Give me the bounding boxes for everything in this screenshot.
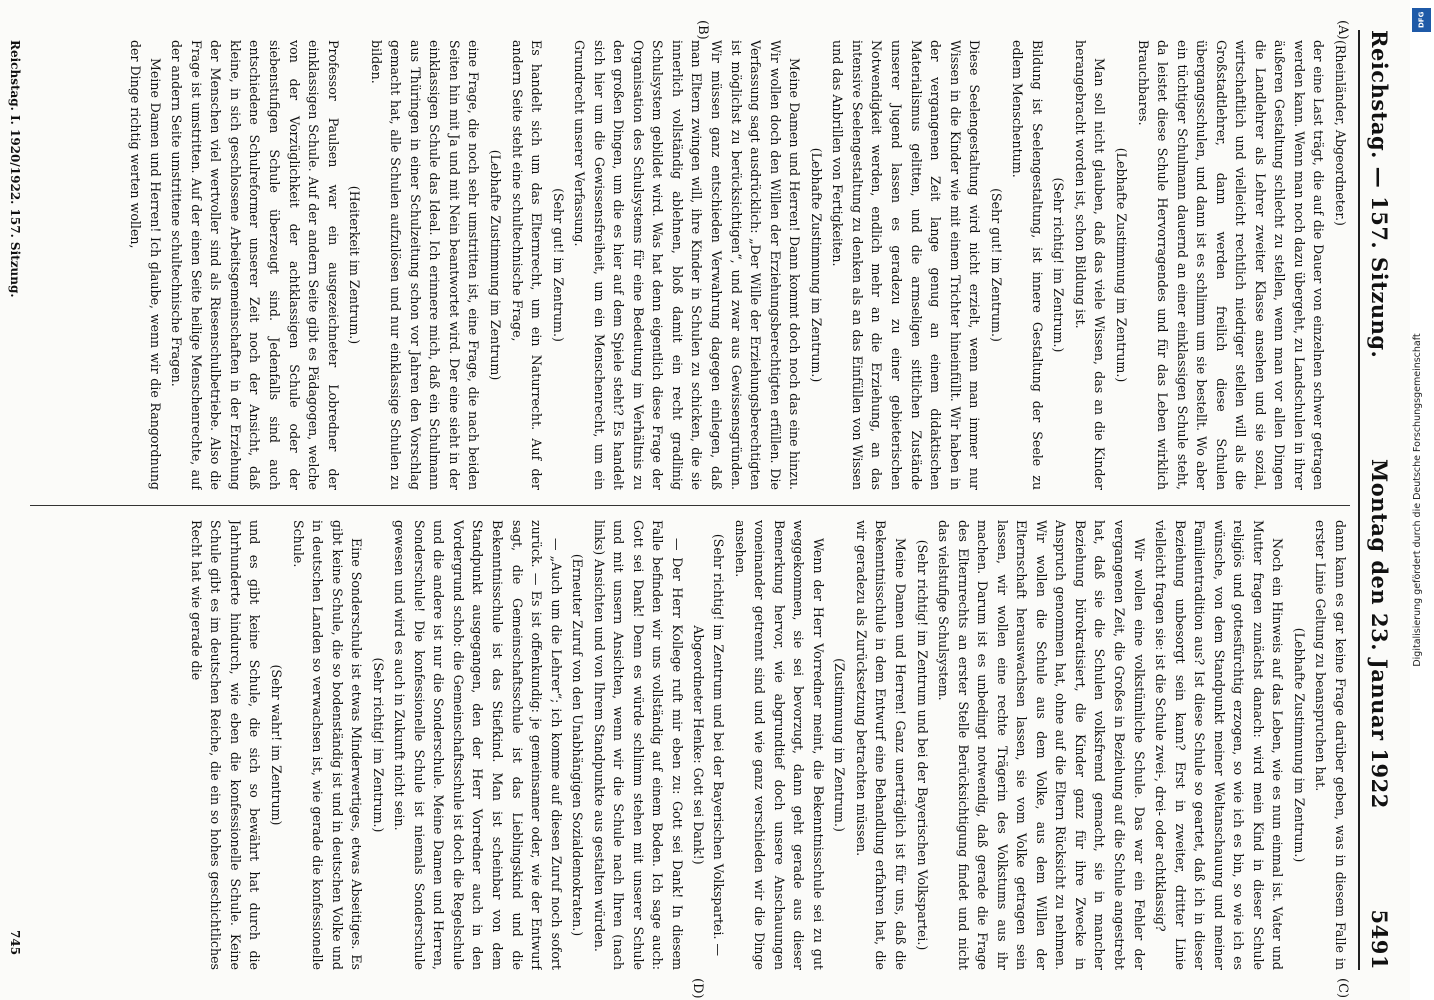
interjection: (Sehr richtig! im Zentrum und bei der Bayerischen Volkspartei. — Abgeordneter Henke: Gott sei Dank!)	[691, 533, 727, 957]
column-divider	[30, 505, 1350, 506]
header-left: Reichstag. — 157. Sitzung.	[1367, 30, 1393, 359]
paragraph: (Rheinländer, Abgeordneter.)	[1333, 40, 1348, 226]
paragraph: Meine Damen und Herren! Dann kommt doch noch das eine hinzu. Wir wollen doch den Willen der Erziehungsberechtigten erfüllen. Die Verfassung sagt ausdrücklich: „Der Wille der Erziehungsberechtigten ist möglichst zu berücksichtigen“, und zwar aus Gewissensgründen. Wir müssen ganz entschieden Verwahrung dagegen einlegen, daß man Eltern zwingen will, ihre Kinder in Schulen zu schicken, die sie innerlich vollständig ablehnen, bloß damit ein recht gradlinig Schulsystem gebildet wird. Was hat denn eigentlich diese Frage der Organisation des Schulsystems für eine Bedeutung im Verhältnis zu den großen Dingen, um die es hier auf dem Spiele steht? Es handelt sich hier um die Gewissensfreiheit, um ein Menschenrecht, um ein Grundrecht unserer Verfassung.	[572, 40, 803, 490]
interjection: (Erneuter Zuruf von den Unabhängigen Sozialdemokraten.)	[570, 553, 586, 937]
interjection: (Heiterkeit im Zentrum.)	[347, 185, 363, 345]
paragraph: und es gibt keine Schule, die sich so bewährt hat durch die Jahrhunderte hindurch, wie eben die konfessionelle Schule. Keine Schule gibt es im deutschen Reiche, die ein so hohes geschichtliches Recht hat wie gerade die	[188, 520, 263, 970]
left-column	[20, 40, 1350, 490]
right-column	[20, 520, 1350, 970]
footer-left: Reichstag. I. 1920/1922. 157. Sitzung.	[8, 40, 22, 298]
paragraph: Es handelt sich um das Elternrecht, um ein Naturrecht. Auf der andern Seite steht eine schultechnische Frage,	[509, 40, 545, 490]
paragraph: Diese Seelengestaltung wird nicht erzielt, wenn man immer nur Wissen in die Kinder wie mit einem Trichter hineinfüllt. Wir haben in der vergangenen Zeit lange genug an einem didaktischen Materialismus gelitten, und die armseligen sittlichen Zustände unserer Jugend lassen es geradezu zu einer gebieterischen Notwendigkeit werden, endlich mehr an die Erziehung, an das intensive Seelengestaltung zu denken als an das Einfüllen von Wissen und das Anbrillen von Fertigkeiten.	[830, 40, 983, 490]
page-number: 5491	[1367, 909, 1393, 970]
page-header	[1358, 30, 1400, 970]
margin-marker-c: (C)	[1335, 978, 1350, 999]
paragraph: Bildung ist Seelengestaltung, ist innere Gestaltung der Seele zu edlem Menschentum.	[1010, 40, 1045, 490]
interjection: (Lebhafte Zustimmung im Zentrum)	[488, 149, 504, 381]
paragraph: Man soll nicht glauben, daß das viele Wissen, das an die Kinder herangebracht worden ist, schon Bildung ist.	[1072, 40, 1108, 490]
interjection: (Lebhafte Zustimmung im Zentrum.)	[1113, 147, 1129, 383]
interjection: (Lebhafte Zustimmung im Zentrum.)	[808, 147, 824, 383]
paragraph: Meine Damen und Herren! Ich glaube, wenn wir die Rangordnung der Dinge richtig werten wollen,	[128, 40, 163, 490]
interjection: (Lebhafte Zustimmung im Zentrum.)	[1291, 627, 1307, 863]
interjection: (Sehr richtig! im Zentrum und bei der Bayerischen Volkspartei.)	[914, 539, 930, 951]
dfg-logo: DFG	[1412, 8, 1431, 32]
paragraph: Professor Paulsen war ein ausgezeichneter Lobredner der einklassigen Schule. Auf der andern Seite gibt es Pädagogen, welche von der Vorzüglichkeit der achtklassigen Schule oder der siebenstufigen Schule überzeugt sind. Jedenfalls sind auch entschiedene Schulreformer unserer Zeit noch der Ansicht, daß kleine, in sich geschlossene Arbeitsgemeinschaften in der Erziehung der Menschen viel wertvoller sind als Riesenschulbetriebe. Also die Frage ist umstritten. Auf der einen Seite heilige Menschenrechte, auf der andern Seite umstrittene schultechnische Fragen.	[169, 40, 341, 490]
paragraph: Wir wollen eine volkstümliche Schule. Das war ein Fehler der vergangenen Zeit, die Großes in Beziehung auf die Schule angestrebt hat, daß sie die Schulen volksfremd gemacht, sie in mancher Beziehung bürokratisiert, die Kinder ganz für ihre Zwecke in Anspruch genommen hat, ohne auf die Eltern Rücksicht zu nehmen. Wir wollen die Schule aus dem Volke, aus dem Willen der Elternschaft herauswachsen lassen, sie vom Volke getragen sein lassen, wir wollen eine rechte Trägerin des Volkstums aus ihr machen. Darum ist es unbedingt notwendig, daß gerade die Frage des Elternrechts an erster Stelle Berücksichtigung findet und nicht das vielstufige Schulsystem.	[936, 520, 1147, 970]
interjection: (Sehr gut! im Zentrum.)	[550, 188, 566, 342]
margin-marker-a: (A)	[1335, 20, 1350, 40]
interjection: (Sehr gut! im Zentrum.)	[988, 188, 1004, 342]
interjection: (Zustimmung im Zentrum.)	[832, 658, 848, 832]
margin-marker-b: (B)	[695, 20, 710, 40]
paragraph: Noch ein Hinweis auf das Leben, wie es nun einmal ist. Vater und Mutter fragen zunächst danach: wird mein Kind in dieser Schule religiös und gottesfürchtig erzogen, so wie ich es bin, so wie ich es wünsche, von dem Standpunkt meiner Weltanschauung und meiner Familientradition aus? Ist diese Schule so geartet, daß ich in dieser Beziehung unbesorgt sein kann? Erst in zweiter, dritter Linie vielleicht fragen sie: ist die Schule zwei-, drei- oder achtklassig?	[1153, 520, 1286, 970]
interjection: (Sehr richtig! im Zentrum.)	[1051, 177, 1067, 353]
footer-signature: 745	[8, 930, 22, 956]
margin-marker-d: (D)	[690, 978, 705, 999]
header-date: Montag den 23. Januar 1922	[1367, 459, 1393, 809]
paragraph: Wenn der Herr Vorredner meint, die Bekenntnisschule sei zu gut weggekommen, sie sei bevorzugt, dann geht gerade aus dieser Bemerkung hervor, wie abgrundtief doch unsere Anschauungen voneinander getrennt sind und wie ganz verschieden wir die Dinge ansehen.	[732, 520, 826, 970]
interjection: (Sehr wahr! im Zentrum)	[269, 664, 285, 826]
paragraph: — „Auch um die Lehrer“; ich komme auf diesen Zuruf noch sofort zurück. — Es ist offenkundig: je gemeinsamer oder, wie der Entwurf sagt, die Gemeinschaftsschule ist das Lieblingskind und die Bekenntnisschule ist das Stiefkind. Man ist scheinbar von dem Standpunkt ausgegangen, den der Herr Vorredner auch in den Vordergrund schob: die Gemeinschaftsschule ist doch die Regelschule und die andere ist nur die Sonderschule. Meine Damen und Herren, Sonderschule! Die konfessionelle Schule ist niemals Sonderschule gewesen und wird es auch in Zukunft nicht sein.	[392, 520, 564, 970]
paragraph: Meine Damen und Herren! Ganz unerträglich ist für uns, daß die Bekenntnisschule in dem Entwurf eine Behandlung erfahren hat, die wir geradezu als Zurücksetzung betrachten müssen.	[853, 520, 908, 970]
paragraph: Eine Sonderschule ist etwas Minderwertiges, etwas Abseitiges. Es gibt keine Schule, die so bodenständig ist und in deutschen Volke und in deutschen Landen so verwachsen ist, wie gerade die konfessionelle Schule.	[290, 520, 365, 970]
paragraph: eine Frage, die noch sehr umstritten ist, eine Frage, die nach beiden Seiten hin mit Ja und mit Nein beantwortet wird. Der eine sieht in der einklassigen Schule das Ideal. Ich erinnere mich, daß ein Schulmann aus Thüringen in einer Schulzeitung schon vor Jahren den Vorschlag gemacht hat, alle Schulen aufzulösen und nur einklassige Schulen zu bilden.	[368, 40, 482, 490]
digitization-note: Digitalisierung gefördert durch die Deutsche Forschungsgemeinschaft	[1412, 333, 1423, 667]
paragraph: dann kann es gar keine Frage darüber geben, was in diesem Falle in erster Linie Geltung zu beanspruchen hat.	[1313, 520, 1348, 970]
paragraph: der eine Last trägt, die auf die Dauer von einzelnen schwer getragen werden kann. Wenn man noch dazu übergeht, zu Landschulen in ihrer äußeren Gestaltung schlecht zu stellen, wenn man vor allen Dingen die Landlehrer als Lehrer zweiter Klasse ansehen und sie sozial, wirtschaftlich und vielleicht rechtlich niedriger stellen will als die Großstadtlehrer, dann werden freilich diese Schulen übergangsschulen, und dann ist es schlimm um sie bestellt. Wo aber ein tüchtiger Schulmann dauernd an einer einklassigen Schule steht, da leistet diese Schule Hervorragendes und für das Leben wirklich Brauchbares.	[1135, 40, 1327, 490]
interjection: (Sehr richtig! im Zentrum.)	[370, 657, 386, 833]
paragraph: — Der Herr Kollege ruft mir eben zu: Gott sei Dank! In diesem Falle befinden wir uns vollständig auf einem Boden. Ich sage auch: Gott sei Dank! Denn es würde schlimm stehen mit unserer Schule und mit unsern Ansichten, wenn wir die Schule nach Ihren (nach links) Ansichten und von Ihrem Standpunkte aus gestalten würden.	[591, 520, 685, 970]
